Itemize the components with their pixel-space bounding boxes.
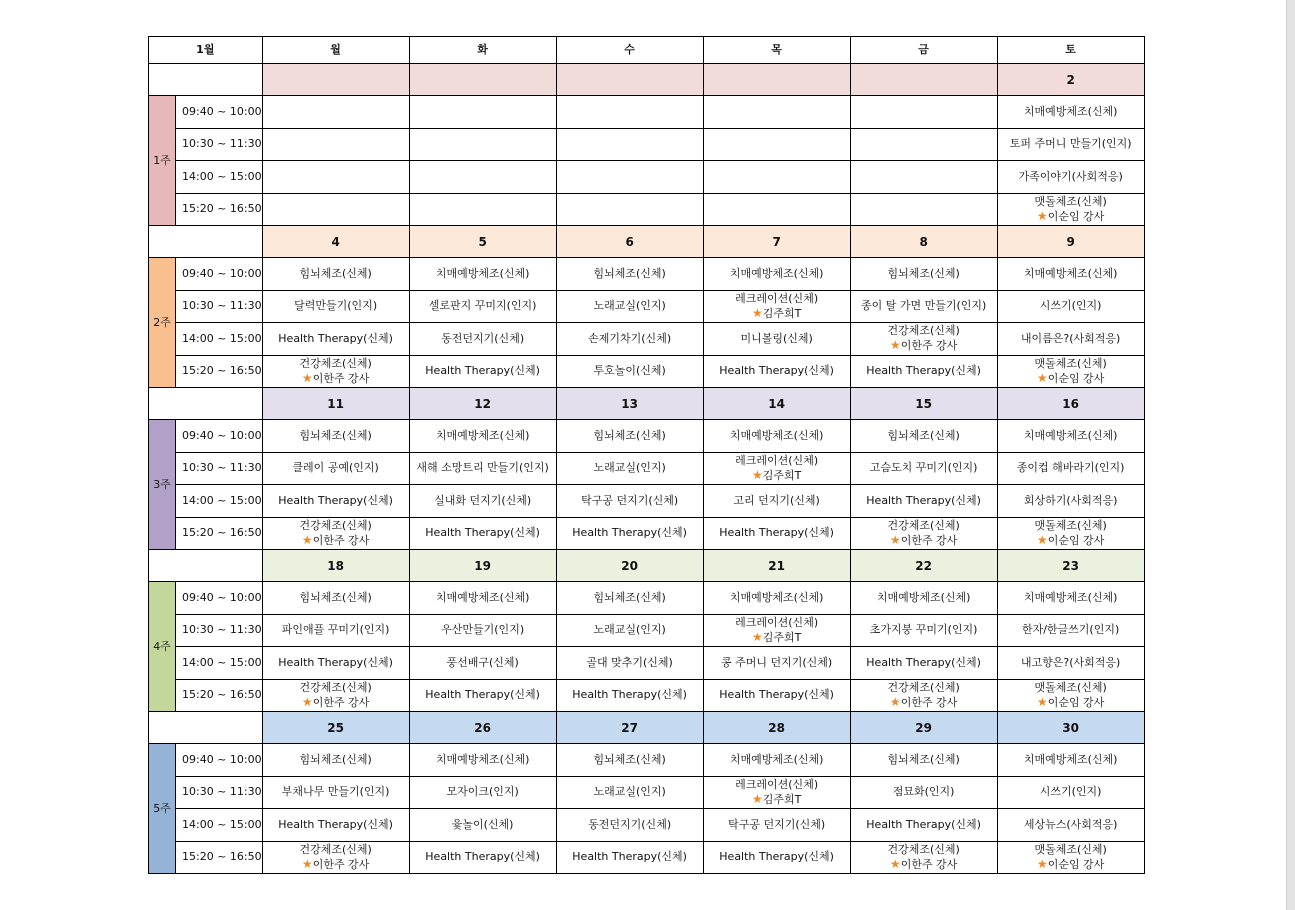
- week-4-slot-row: [149, 647, 1145, 680]
- activity-cell: Health Therapy(신체): [556, 841, 703, 874]
- activity-cell: [850, 679, 997, 712]
- activity-cell: 탁구공 던지기(신체): [556, 485, 703, 518]
- activity-name: 맷돌체조(신체): [1034, 194, 1107, 208]
- activity-cell: [997, 517, 1144, 550]
- date-row-spacer: [149, 226, 263, 258]
- star-icon: ★: [751, 467, 763, 482]
- instructor-line: [998, 857, 1144, 872]
- star-icon: ★: [889, 694, 901, 709]
- activity-cell: [703, 614, 850, 647]
- instructor-name: 이한주 강사: [312, 371, 370, 385]
- activity-cell: 노래교실(인지): [556, 290, 703, 323]
- week-3-slot-row: [149, 485, 1145, 518]
- activity-cell: 치매예방체조(신체): [409, 744, 556, 777]
- header-row: [149, 37, 1145, 64]
- time-slot: 10:30 ~ 11:30: [176, 452, 263, 485]
- star-icon: ★: [1036, 208, 1048, 223]
- activity-cell: Health Therapy(신체): [703, 355, 850, 388]
- activity-name: 건강체조(신체): [887, 680, 960, 694]
- activity-cell: [556, 96, 703, 129]
- week-3-slot-row: [149, 517, 1145, 550]
- week-4-slot-row: [149, 614, 1145, 647]
- month-title: 1월: [149, 37, 263, 64]
- time-slot: 14:00 ~ 15:00: [176, 809, 263, 842]
- activity-cell: [850, 517, 997, 550]
- week-5-slot-row: [149, 809, 1145, 842]
- activity-cell: 힘뇌체조(신체): [262, 420, 409, 453]
- activity-cell: Health Therapy(신체): [409, 355, 556, 388]
- activity-cell: [703, 128, 850, 161]
- instructor-name: 이한주 강사: [900, 339, 958, 353]
- week-3-date-row: [149, 388, 1145, 420]
- activity-cell: 종이컵 해바라기(인지): [997, 452, 1144, 485]
- activity-cell: 실내화 던지기(신체): [409, 485, 556, 518]
- activity-name: 건강체조(신체): [887, 842, 960, 856]
- week-label: 4주: [149, 582, 176, 712]
- activity-cell: 달력만들기(인지): [262, 290, 409, 323]
- week-2-slot-row: [149, 323, 1145, 356]
- day-header-tue: 화: [409, 37, 556, 64]
- activity-cell: 파인애플 꾸미기(인지): [262, 614, 409, 647]
- activity-name: 맷돌체조(신체): [1034, 680, 1107, 694]
- activity-cell: 동전던지기(신체): [556, 809, 703, 842]
- day-header-thu: 목: [703, 37, 850, 64]
- time-slot: 10:30 ~ 11:30: [176, 290, 263, 323]
- activity-cell: Health Therapy(신체): [703, 679, 850, 712]
- activity-name: 레크레이션(신체): [735, 291, 819, 305]
- week-5-slot-row: [149, 744, 1145, 777]
- activity-cell: [850, 96, 997, 129]
- activity-cell: [850, 161, 997, 194]
- activity-cell: [556, 193, 703, 226]
- activity-cell: [703, 193, 850, 226]
- date-row-spacer: [149, 550, 263, 582]
- time-slot: 09:40 ~ 10:00: [176, 582, 263, 615]
- star-icon: ★: [751, 305, 763, 320]
- activity-cell: 힘뇌체조(신체): [556, 258, 703, 291]
- star-icon: ★: [301, 370, 313, 385]
- date-cell: 6: [556, 226, 703, 258]
- week-label: 2주: [149, 258, 176, 388]
- activity-name: 맷돌체조(신체): [1034, 518, 1107, 532]
- instructor-name: 김주희T: [762, 792, 802, 806]
- activity-cell: Health Therapy(신체): [556, 517, 703, 550]
- activity-cell: [409, 96, 556, 129]
- week-1-slot-row: [149, 96, 1145, 129]
- activity-cell: [262, 128, 409, 161]
- schedule-body: [149, 37, 1145, 874]
- activity-cell: 힘뇌체조(신체): [262, 582, 409, 615]
- time-slot: 14:00 ~ 15:00: [176, 485, 263, 518]
- time-slot: 10:30 ~ 11:30: [176, 776, 263, 809]
- activity-cell: [262, 517, 409, 550]
- activity-cell: 노래교실(인지): [556, 776, 703, 809]
- activity-cell: Health Therapy(신체): [409, 841, 556, 874]
- activity-cell: 힘뇌체조(신체): [850, 744, 997, 777]
- activity-cell: Health Therapy(신체): [409, 517, 556, 550]
- week-3-slot-row: [149, 420, 1145, 453]
- date-cell: 19: [409, 550, 556, 582]
- activity-cell: 우산만들기(인지): [409, 614, 556, 647]
- activity-cell: 치매예방체조(신체): [997, 420, 1144, 453]
- date-cell: 14: [703, 388, 850, 420]
- week-1-slot-row: [149, 193, 1145, 226]
- activity-cell: 내고향은?(사회적응): [997, 647, 1144, 680]
- date-cell: 13: [556, 388, 703, 420]
- star-icon: ★: [889, 856, 901, 871]
- activity-cell: 노래교실(인지): [556, 452, 703, 485]
- date-cell: [703, 64, 850, 96]
- day-header-fri: 금: [850, 37, 997, 64]
- time-slot: 14:00 ~ 15:00: [176, 323, 263, 356]
- activity-cell: 가족이야기(사회적응): [997, 161, 1144, 194]
- activity-cell: 치매예방체조(신체): [409, 258, 556, 291]
- week-label: 1주: [149, 96, 176, 226]
- activity-cell: 고슴도치 꾸미기(인지): [850, 452, 997, 485]
- activity-cell: [262, 161, 409, 194]
- instructor-line: [998, 371, 1144, 386]
- star-icon: ★: [301, 532, 313, 547]
- activity-name: 건강체조(신체): [299, 680, 372, 694]
- time-slot: 09:40 ~ 10:00: [176, 420, 263, 453]
- instructor-name: 이순임 강사: [1047, 371, 1105, 385]
- week-1-slot-row: [149, 161, 1145, 194]
- activity-cell: 치매예방체조(신체): [703, 744, 850, 777]
- week-4-date-row: [149, 550, 1145, 582]
- time-slot: 09:40 ~ 10:00: [176, 744, 263, 777]
- date-cell: 25: [262, 712, 409, 744]
- activity-cell: 미니볼링(신체): [703, 323, 850, 356]
- activity-name: 건강체조(신체): [887, 518, 960, 532]
- star-icon: ★: [751, 629, 763, 644]
- instructor-name: 이한주 강사: [312, 695, 370, 709]
- time-slot: 09:40 ~ 10:00: [176, 96, 263, 129]
- time-slot: 10:30 ~ 11:30: [176, 614, 263, 647]
- date-cell: 11: [262, 388, 409, 420]
- activity-cell: [262, 193, 409, 226]
- week-2-date-row: [149, 226, 1145, 258]
- activity-cell: 힘뇌체조(신체): [556, 744, 703, 777]
- time-slot: 15:20 ~ 16:50: [176, 679, 263, 712]
- activity-cell: [850, 128, 997, 161]
- activity-cell: 치매예방체조(신체): [997, 744, 1144, 777]
- activity-cell: 종이 탈 가면 만들기(인지): [850, 290, 997, 323]
- activity-cell: Health Therapy(신체): [262, 809, 409, 842]
- date-cell: 5: [409, 226, 556, 258]
- activity-cell: [850, 193, 997, 226]
- activity-cell: Health Therapy(신체): [703, 841, 850, 874]
- date-cell: 27: [556, 712, 703, 744]
- activity-cell: 치매예방체조(신체): [703, 420, 850, 453]
- activity-cell: 치매예방체조(신체): [409, 582, 556, 615]
- activity-cell: 고리 던지기(신체): [703, 485, 850, 518]
- instructor-line: [998, 533, 1144, 548]
- activity-cell: [997, 679, 1144, 712]
- activity-cell: Health Therapy(신체): [703, 517, 850, 550]
- activity-cell: Health Therapy(신체): [850, 485, 997, 518]
- activity-cell: 힘뇌체조(신체): [262, 258, 409, 291]
- activity-cell: 세상뉴스(사회적응): [997, 809, 1144, 842]
- activity-cell: 치매예방체조(신체): [997, 96, 1144, 129]
- week-label: 5주: [149, 744, 176, 874]
- activity-cell: 한자/한글쓰기(인지): [997, 614, 1144, 647]
- date-row-spacer: [149, 712, 263, 744]
- instructor-line: [263, 533, 409, 548]
- activity-cell: [703, 96, 850, 129]
- activity-cell: 내이름은?(사회적응): [997, 323, 1144, 356]
- activity-cell: [997, 355, 1144, 388]
- instructor-name: 이한주 강사: [900, 533, 958, 547]
- date-cell: 29: [850, 712, 997, 744]
- activity-cell: [556, 128, 703, 161]
- activity-cell: 콩 주머니 던지기(신체): [703, 647, 850, 680]
- week-1-slot-row: [149, 128, 1145, 161]
- activity-cell: Health Therapy(신체): [850, 355, 997, 388]
- date-cell: [262, 64, 409, 96]
- activity-name: 건강체조(신체): [299, 356, 372, 370]
- date-cell: 7: [703, 226, 850, 258]
- activity-cell: 셀로판지 꾸미지(인지): [409, 290, 556, 323]
- activity-name: 맷돌체조(신체): [1034, 842, 1107, 856]
- time-slot: 14:00 ~ 15:00: [176, 647, 263, 680]
- activity-cell: 노래교실(인지): [556, 614, 703, 647]
- instructor-line: [851, 533, 997, 548]
- week-2-slot-row: [149, 355, 1145, 388]
- activity-name: 레크레이션(신체): [735, 453, 819, 467]
- activity-cell: [556, 161, 703, 194]
- activity-cell: Health Therapy(신체): [850, 809, 997, 842]
- star-icon: ★: [1036, 370, 1048, 385]
- activity-cell: [997, 193, 1144, 226]
- instructor-line: [998, 209, 1144, 224]
- activity-cell: 힘뇌체조(신체): [556, 582, 703, 615]
- activity-cell: 동전던지기(신체): [409, 323, 556, 356]
- date-cell: 8: [850, 226, 997, 258]
- date-cell: 16: [997, 388, 1144, 420]
- activity-cell: 힘뇌체조(신체): [262, 744, 409, 777]
- activity-cell: 회상하기(사회적응): [997, 485, 1144, 518]
- instructor-name: 김주희T: [762, 306, 802, 320]
- date-cell: 15: [850, 388, 997, 420]
- activity-cell: 힘뇌체조(신체): [850, 258, 997, 291]
- time-slot: 09:40 ~ 10:00: [176, 258, 263, 291]
- time-slot: 15:20 ~ 16:50: [176, 193, 263, 226]
- activity-cell: [997, 841, 1144, 874]
- day-header-wed: 수: [556, 37, 703, 64]
- instructor-name: 이순임 강사: [1047, 857, 1105, 871]
- activity-cell: 윷놀이(신체): [409, 809, 556, 842]
- activity-cell: 힘뇌체조(신체): [850, 420, 997, 453]
- activity-cell: [409, 193, 556, 226]
- instructor-name: 김주희T: [762, 630, 802, 644]
- day-header-sat: 토: [997, 37, 1144, 64]
- vertical-scrollbar[interactable]: [1286, 0, 1295, 910]
- date-cell: 4: [262, 226, 409, 258]
- activity-cell: 투호놀이(신체): [556, 355, 703, 388]
- activity-cell: 클레이 공예(인지): [262, 452, 409, 485]
- instructor-name: 이한주 강사: [900, 695, 958, 709]
- week-5-date-row: [149, 712, 1145, 744]
- date-cell: 9: [997, 226, 1144, 258]
- activity-cell: 초가지붕 꾸미기(인지): [850, 614, 997, 647]
- time-slot: 14:00 ~ 15:00: [176, 161, 263, 194]
- instructor-name: 이한주 강사: [312, 857, 370, 871]
- activity-cell: 부채나무 만들기(인지): [262, 776, 409, 809]
- week-5-slot-row: [149, 776, 1145, 809]
- instructor-line: [704, 306, 850, 321]
- time-slot: 15:20 ~ 16:50: [176, 517, 263, 550]
- week-4-slot-row: [149, 679, 1145, 712]
- star-icon: ★: [889, 532, 901, 547]
- star-icon: ★: [889, 338, 901, 353]
- instructor-name: 이한주 강사: [900, 857, 958, 871]
- week-2-slot-row: [149, 290, 1145, 323]
- activity-name: 맷돌체조(신체): [1034, 356, 1107, 370]
- activity-cell: [703, 776, 850, 809]
- activity-cell: 골대 맞추기(신체): [556, 647, 703, 680]
- date-cell: 26: [409, 712, 556, 744]
- activity-cell: 점묘화(인지): [850, 776, 997, 809]
- date-cell: 12: [409, 388, 556, 420]
- time-slot: 15:20 ~ 16:50: [176, 355, 263, 388]
- star-icon: ★: [751, 791, 763, 806]
- activity-cell: [850, 323, 997, 356]
- activity-cell: [262, 355, 409, 388]
- date-cell: 20: [556, 550, 703, 582]
- monthly-schedule-table: [148, 36, 1145, 874]
- activity-cell: [703, 452, 850, 485]
- activity-name: 건강체조(신체): [887, 324, 960, 338]
- activity-cell: 치매예방체조(신체): [850, 582, 997, 615]
- activity-name: 건강체조(신체): [299, 518, 372, 532]
- date-cell: 22: [850, 550, 997, 582]
- date-cell: [850, 64, 997, 96]
- activity-cell: 치매예방체조(신체): [409, 420, 556, 453]
- activity-name: 건강체조(신체): [299, 842, 372, 856]
- activity-cell: 치매예방체조(신체): [703, 582, 850, 615]
- instructor-name: 이순임 강사: [1047, 695, 1105, 709]
- activity-cell: 탁구공 던지기(신체): [703, 809, 850, 842]
- activity-cell: 치매예방체조(신체): [997, 582, 1144, 615]
- activity-cell: Health Therapy(신체): [850, 647, 997, 680]
- instructor-line: [263, 695, 409, 710]
- activity-cell: 토퍼 주머니 만들기(인지): [997, 128, 1144, 161]
- activity-cell: Health Therapy(신체): [556, 679, 703, 712]
- instructor-line: [851, 695, 997, 710]
- instructor-line: [998, 695, 1144, 710]
- activity-cell: 손제기차기(신체): [556, 323, 703, 356]
- instructor-name: 이순임 강사: [1047, 533, 1105, 547]
- activity-cell: 새해 소망트리 만들기(인지): [409, 452, 556, 485]
- activity-cell: Health Therapy(신체): [262, 647, 409, 680]
- activity-cell: [850, 841, 997, 874]
- week-2-slot-row: [149, 258, 1145, 291]
- date-cell: [556, 64, 703, 96]
- activity-cell: [262, 841, 409, 874]
- activity-cell: [409, 161, 556, 194]
- star-icon: ★: [1036, 694, 1048, 709]
- activity-cell: [409, 128, 556, 161]
- instructor-line: [704, 630, 850, 645]
- instructor-line: [263, 857, 409, 872]
- date-cell: 2: [997, 64, 1144, 96]
- instructor-line: [704, 468, 850, 483]
- activity-cell: 모자이크(인지): [409, 776, 556, 809]
- star-icon: ★: [301, 856, 313, 871]
- date-cell: 30: [997, 712, 1144, 744]
- activity-name: 레크레이션(신체): [735, 615, 819, 629]
- week-label: 3주: [149, 420, 176, 550]
- day-header-mon: 월: [262, 37, 409, 64]
- activity-cell: 시쓰기(인지): [997, 290, 1144, 323]
- date-cell: 21: [703, 550, 850, 582]
- star-icon: ★: [1036, 856, 1048, 871]
- activity-cell: 풍선배구(신체): [409, 647, 556, 680]
- instructor-line: [704, 792, 850, 807]
- activity-cell: [262, 679, 409, 712]
- activity-cell: 치매예방체조(신체): [997, 258, 1144, 291]
- date-cell: 23: [997, 550, 1144, 582]
- date-cell: 28: [703, 712, 850, 744]
- date-cell: [409, 64, 556, 96]
- week-1-date-row: [149, 64, 1145, 96]
- date-cell: 18: [262, 550, 409, 582]
- star-icon: ★: [301, 694, 313, 709]
- activity-cell: [703, 290, 850, 323]
- activity-cell: 힘뇌체조(신체): [556, 420, 703, 453]
- week-5-slot-row: [149, 841, 1145, 874]
- instructor-line: [851, 857, 997, 872]
- week-3-slot-row: [149, 452, 1145, 485]
- instructor-name: 김주희T: [762, 468, 802, 482]
- time-slot: 15:20 ~ 16:50: [176, 841, 263, 874]
- week-4-slot-row: [149, 582, 1145, 615]
- star-icon: ★: [1036, 532, 1048, 547]
- time-slot: 10:30 ~ 11:30: [176, 128, 263, 161]
- instructor-line: [263, 371, 409, 386]
- instructor-name: 이순임 강사: [1047, 209, 1105, 223]
- instructor-line: [851, 338, 997, 353]
- activity-cell: Health Therapy(신체): [262, 485, 409, 518]
- activity-cell: Health Therapy(신체): [409, 679, 556, 712]
- activity-name: 레크레이션(신체): [735, 777, 819, 791]
- activity-cell: [262, 96, 409, 129]
- activity-cell: 시쓰기(인지): [997, 776, 1144, 809]
- date-row-spacer: [149, 388, 263, 420]
- activity-cell: [703, 161, 850, 194]
- activity-cell: Health Therapy(신체): [262, 323, 409, 356]
- activity-cell: 치매예방체조(신체): [703, 258, 850, 291]
- instructor-name: 이한주 강사: [312, 533, 370, 547]
- date-row-spacer: [149, 64, 263, 96]
